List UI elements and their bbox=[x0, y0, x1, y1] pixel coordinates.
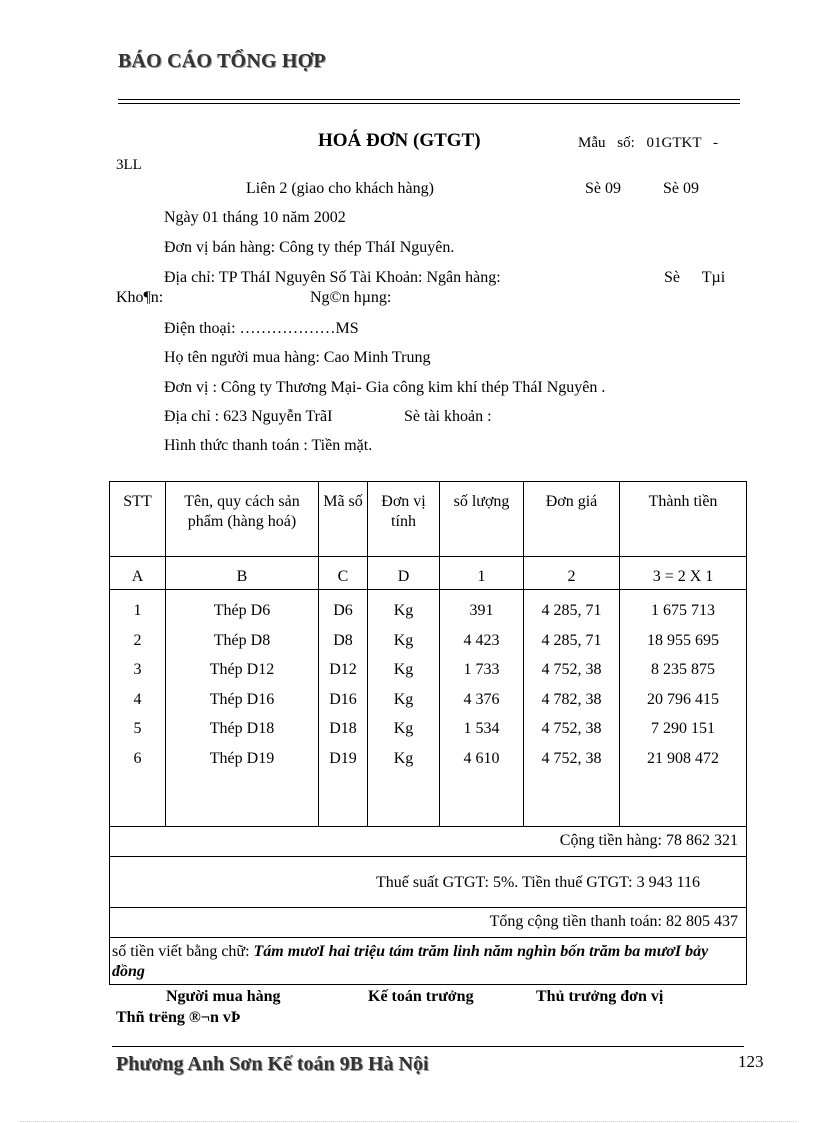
invoice-table bbox=[109, 481, 747, 985]
buyer-name: Họ tên người mua hàng: Cao Minh Trung bbox=[164, 349, 431, 366]
row-amount: 7 290 151 bbox=[620, 714, 747, 744]
seller-address: Địa chỉ: TP TháI Nguyên Số Tài Khoản: Ngân hàng: bbox=[164, 269, 501, 286]
header-amount: Thành tiền bbox=[620, 482, 747, 557]
code-cell: D bbox=[368, 557, 440, 590]
row-product: Thép D19 bbox=[166, 744, 319, 774]
footer-rule bbox=[112, 1046, 744, 1047]
row-code: D16 bbox=[319, 685, 368, 715]
code-cell: B bbox=[166, 557, 319, 590]
code-cell: A bbox=[110, 557, 166, 590]
code-cell: 2 bbox=[524, 557, 620, 590]
header-product-name: Tên, quy cách sản phẩm (hàng hoá) bbox=[166, 482, 319, 557]
row-unit: Kg bbox=[368, 590, 440, 626]
table-row bbox=[110, 655, 747, 685]
serial-number-2: Sè 09 bbox=[663, 180, 699, 197]
row-stt: 3 bbox=[110, 655, 166, 685]
payment-method: Hình thức thanh toán : Tiền mặt. bbox=[164, 437, 373, 454]
table-row bbox=[110, 714, 747, 744]
row-amount: 1 675 713 bbox=[620, 590, 747, 626]
amount-in-words-label: số tiền viết bằng chữ: bbox=[112, 942, 250, 960]
report-header-title: BÁO CÁO TỔNG HỢP bbox=[118, 50, 326, 72]
header-code: Mã số bbox=[319, 482, 368, 557]
signature-buyer: Người mua hàng bbox=[166, 988, 281, 1005]
column-code-row bbox=[110, 557, 747, 590]
page-number: 123 bbox=[738, 1052, 764, 1071]
code-cell: C bbox=[319, 557, 368, 590]
grand-total: Tổng cộng tiền thanh toán: 82 805 437 bbox=[110, 907, 747, 937]
invoice-title: HOÁ ĐƠN (GTGT) bbox=[318, 130, 481, 151]
header-rule-bottom bbox=[118, 103, 740, 104]
row-unit: Kg bbox=[368, 655, 440, 685]
row-amount: 18 955 695 bbox=[620, 626, 747, 656]
row-code: D18 bbox=[319, 714, 368, 744]
row-amount: 21 908 472 bbox=[620, 744, 747, 774]
seller-unit: Đơn vị bán hàng: Công ty thép TháI Nguyên. bbox=[164, 239, 455, 256]
subtotal: Cộng tiền hàng: 78 862 321 bbox=[110, 826, 747, 856]
header-rule-top bbox=[118, 99, 740, 100]
row-unit-price: 4 752, 38 bbox=[524, 655, 620, 685]
signature-second-line: Thñ trëng ®¬n vÞ bbox=[116, 1009, 241, 1026]
row-code: D19 bbox=[319, 744, 368, 774]
row-stt: 1 bbox=[110, 590, 166, 626]
row-unit: Kg bbox=[368, 626, 440, 656]
row-amount: 20 796 415 bbox=[620, 685, 747, 715]
row-quantity: 4 423 bbox=[440, 626, 524, 656]
signature-chief-accountant: Kế toán trưởng bbox=[368, 988, 474, 1005]
buyer-unit: Đơn vị : Công ty Thương Mại- Gia công kim khí thép TháI Nguyên . bbox=[164, 379, 606, 396]
row-stt: 5 bbox=[110, 714, 166, 744]
row-stt: 2 bbox=[110, 626, 166, 656]
amount-in-words-row bbox=[110, 937, 747, 984]
seller-account-tail: Sè Tµi bbox=[664, 269, 726, 286]
amount-in-words: Tám mươI hai triệu tám trăm linh năm nghìn bốn trăm ba mươI bảy đồng bbox=[112, 942, 709, 980]
vat-row bbox=[110, 856, 747, 907]
header-unit-price: Đơn giá bbox=[524, 482, 620, 557]
row-product: Thép D16 bbox=[166, 685, 319, 715]
row-quantity: 1 534 bbox=[440, 714, 524, 744]
table-row bbox=[110, 685, 747, 715]
row-code: D6 bbox=[319, 590, 368, 626]
row-quantity: 4 610 bbox=[440, 744, 524, 774]
row-unit-price: 4 752, 38 bbox=[524, 744, 620, 774]
serial-number-1: Sè 09 bbox=[585, 180, 621, 197]
row-quantity: 1 733 bbox=[440, 655, 524, 685]
row-product: Thép D12 bbox=[166, 655, 319, 685]
buyer-account: Sè tài khoản : bbox=[404, 408, 492, 425]
row-quantity: 391 bbox=[440, 590, 524, 626]
row-code: D12 bbox=[319, 655, 368, 685]
row-unit-price: 4 285, 71 bbox=[524, 626, 620, 656]
signature-head: Thủ trưởng đơn vị bbox=[536, 988, 664, 1005]
row-unit-price: 4 285, 71 bbox=[524, 590, 620, 626]
seller-address-continued: Kho¶n: bbox=[116, 289, 164, 306]
header-unit: Đơn vị tính bbox=[368, 482, 440, 557]
empty-row bbox=[110, 774, 747, 827]
table-row bbox=[110, 590, 747, 626]
phone: Điện thoại: ………………MS bbox=[164, 320, 359, 337]
code-cell: 1 bbox=[440, 557, 524, 590]
table-row bbox=[110, 744, 747, 774]
row-code: D8 bbox=[319, 626, 368, 656]
row-stt: 6 bbox=[110, 744, 166, 774]
row-product: Thép D6 bbox=[166, 590, 319, 626]
copy-label: Liên 2 (giao cho khách hàng) bbox=[246, 180, 434, 197]
bank-label: Ng©n hµng: bbox=[310, 289, 392, 306]
subtotal-row bbox=[110, 826, 747, 856]
row-unit: Kg bbox=[368, 744, 440, 774]
buyer-address: Địa chỉ : 623 Nguyễn TrãI bbox=[164, 408, 333, 425]
row-stt: 4 bbox=[110, 685, 166, 715]
row-unit: Kg bbox=[368, 685, 440, 715]
table-row bbox=[110, 626, 747, 656]
row-unit-price: 4 782, 38 bbox=[524, 685, 620, 715]
header-quantity: số lượng bbox=[440, 482, 524, 557]
row-unit-price: 4 752, 38 bbox=[524, 714, 620, 744]
code-cell: 3 = 2 X 1 bbox=[620, 557, 747, 590]
grand-total-row bbox=[110, 907, 747, 937]
vat-amount: Thuế suất GTGT: 5%. Tiền thuế GTGT: 3 943 116 bbox=[376, 873, 701, 891]
row-product: Thép D18 bbox=[166, 714, 319, 744]
header-stt: STT bbox=[110, 482, 166, 557]
table-header-row bbox=[110, 482, 747, 557]
invoice-date: Ngày 01 tháng 10 năm 2002 bbox=[164, 209, 346, 226]
form-number: Mẫu số: 01GTKT - bbox=[578, 135, 718, 151]
form-number-continued: 3LL bbox=[116, 157, 142, 173]
page-bottom-border bbox=[20, 1121, 796, 1122]
row-amount: 8 235 875 bbox=[620, 655, 747, 685]
row-product: Thép D8 bbox=[166, 626, 319, 656]
row-quantity: 4 376 bbox=[440, 685, 524, 715]
footer-author: Phương Anh Sơn Kế toán 9B Hà Nội bbox=[116, 1053, 429, 1075]
row-unit: Kg bbox=[368, 714, 440, 744]
